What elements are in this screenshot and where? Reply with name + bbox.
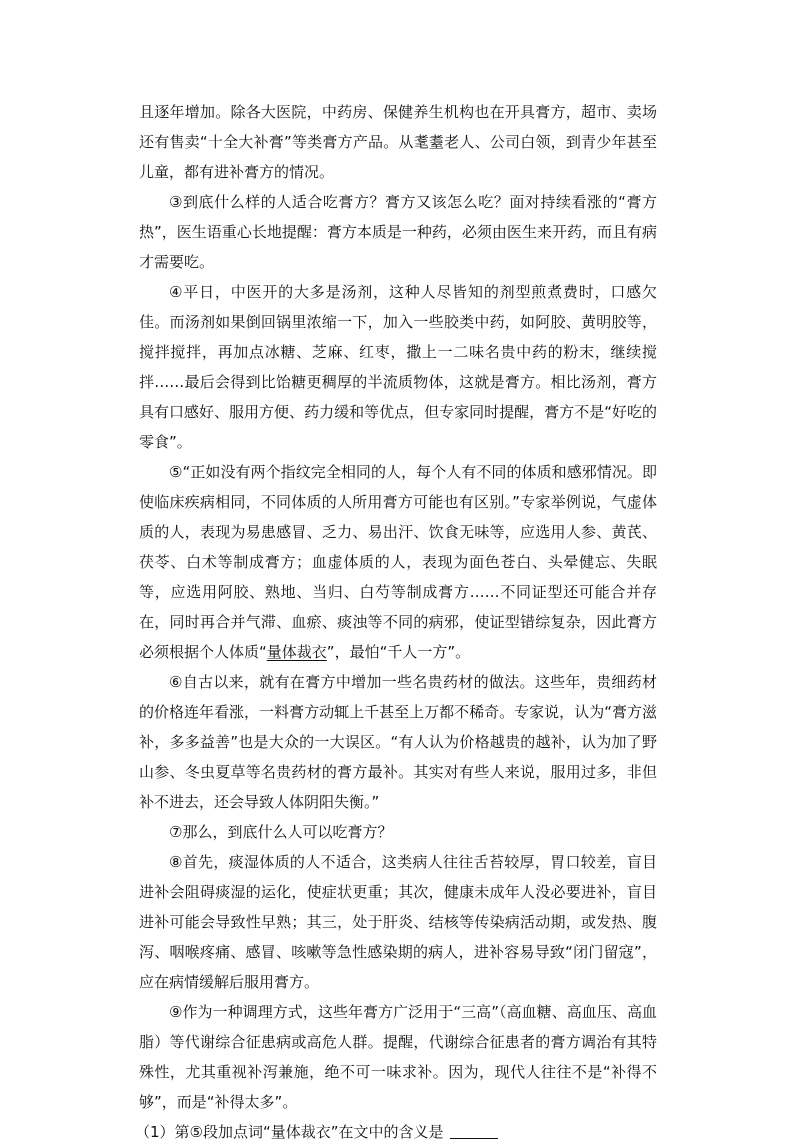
paragraph-4: ④平日，中医开的大多是汤剂，这种人尽皆知的剂型煎煮费时，口感欠佳。而汤剂如果倒回锅里浓缩一下，加入一些胶类中药，如阿胶、黄明胶等，搅拌搅拌，再加点冰糖、芝麻、红枣，撒上一二味名贵中药的粉末，继续搅拌……最后会得到比饴糖更稠厚的半流质物体，这就是膏方。相比汤剂，膏方具有口感好、服用方便、药力缓和等优点，但专家同时提醒，膏方不是“好吃的零食”。 bbox=[139, 283, 657, 451]
question-1-text: （1）第⑤段加点词“量体裁衣”在文中的含义是 bbox=[135, 1123, 444, 1141]
paragraph-5 bbox=[139, 457, 657, 667]
article-body bbox=[135, 97, 657, 1147]
paragraph-5-text-before: ⑤“正如没有两个指纹完全相同的人，每个人有不同的体质和感邪情况。即使临床疾病相同，不同体质的人所用膏方可能也有区别。”专家举例说，气虚体质的人，表现为易患感冒、乏力、易出汗、饮食无味等，应选用人参、黄芪、茯苓、白术等制成膏方；血虚体质的人，表现为面色苍白、头晕健忘、失眠等，应选用阿胶、熟地、当归、白芍等制成膏方……不同证型还可能合并存在，同时再合并气滞、血瘀、痰浊等不同的病邪，使证型错综复杂，因此膏方必须根据个人体质“ bbox=[139, 463, 657, 661]
paragraph-3: ③到底什么样的人适合吃膏方？膏方又该怎么吃？面对持续看涨的“膏方热”，医生语重心长地提醒：膏方本质是一种药，必须由医生来开药，而且有病才需要吃。 bbox=[139, 193, 657, 271]
question-1 bbox=[135, 1117, 657, 1147]
paragraph-continued: 且逐年增加。除各大医院，中药房、保健养生机构也在开具膏方，超市、卖场还有售卖“十全大补膏”等类膏方产品。从耄耋老人、公司白领，到青少年甚至儿童，都有进补膏方的情况。 bbox=[139, 103, 657, 181]
emphasized-term: 量体裁衣 bbox=[266, 643, 327, 661]
paragraph-7: ⑦那么，到底什么人可以吃膏方？ bbox=[169, 823, 393, 841]
paragraph-8: ⑧首先，痰湿体质的人不适合，这类病人往往舌苔较厚，胃口较差，盲目进补会阻碍痰湿的运化，使症状更重；其次，健康未成年人没必要进补，盲目进补可能会导致性早熟；其三，处于肝炎、结核等传染病活动期，或发热、腹泻、咽喉疼痛、感冒、咳嗽等急性感染期的病人，进补容易导致“闭门留寇”，应在病情缓解后服用膏方。 bbox=[139, 853, 657, 991]
paragraph-5-text-after: ”，最怕“千人一方”。 bbox=[326, 643, 471, 661]
paragraph-6: ⑥自古以来，就有在膏方中增加一些名贵药材的做法。这些年，贵细药材的价格连年看涨，一料膏方动辄上千甚至上万都不稀奇。专家说，认为“膏方滋补，多多益善”也是大众的一大误区。“有人认为价格越贵的越补，认为加了野山参、冬虫夏草等名贵药材的膏方最补。其实对有些人来说，服用过多，非但补不进去，还会导致人体阴阳失衡。” bbox=[139, 673, 657, 811]
paragraph-9: ⑨作为一种调理方式，这些年膏方广泛用于“三高”（高血糖、高血压、高血脂）等代谢综合征患病或高危人群。提醒，代谢综合征患者的膏方调治有其特殊性，尤其重视补泻兼施，绝不可一味求补。因为，现代人往往不是“补得不够”，而是“补得太多”。 bbox=[139, 1003, 657, 1111]
